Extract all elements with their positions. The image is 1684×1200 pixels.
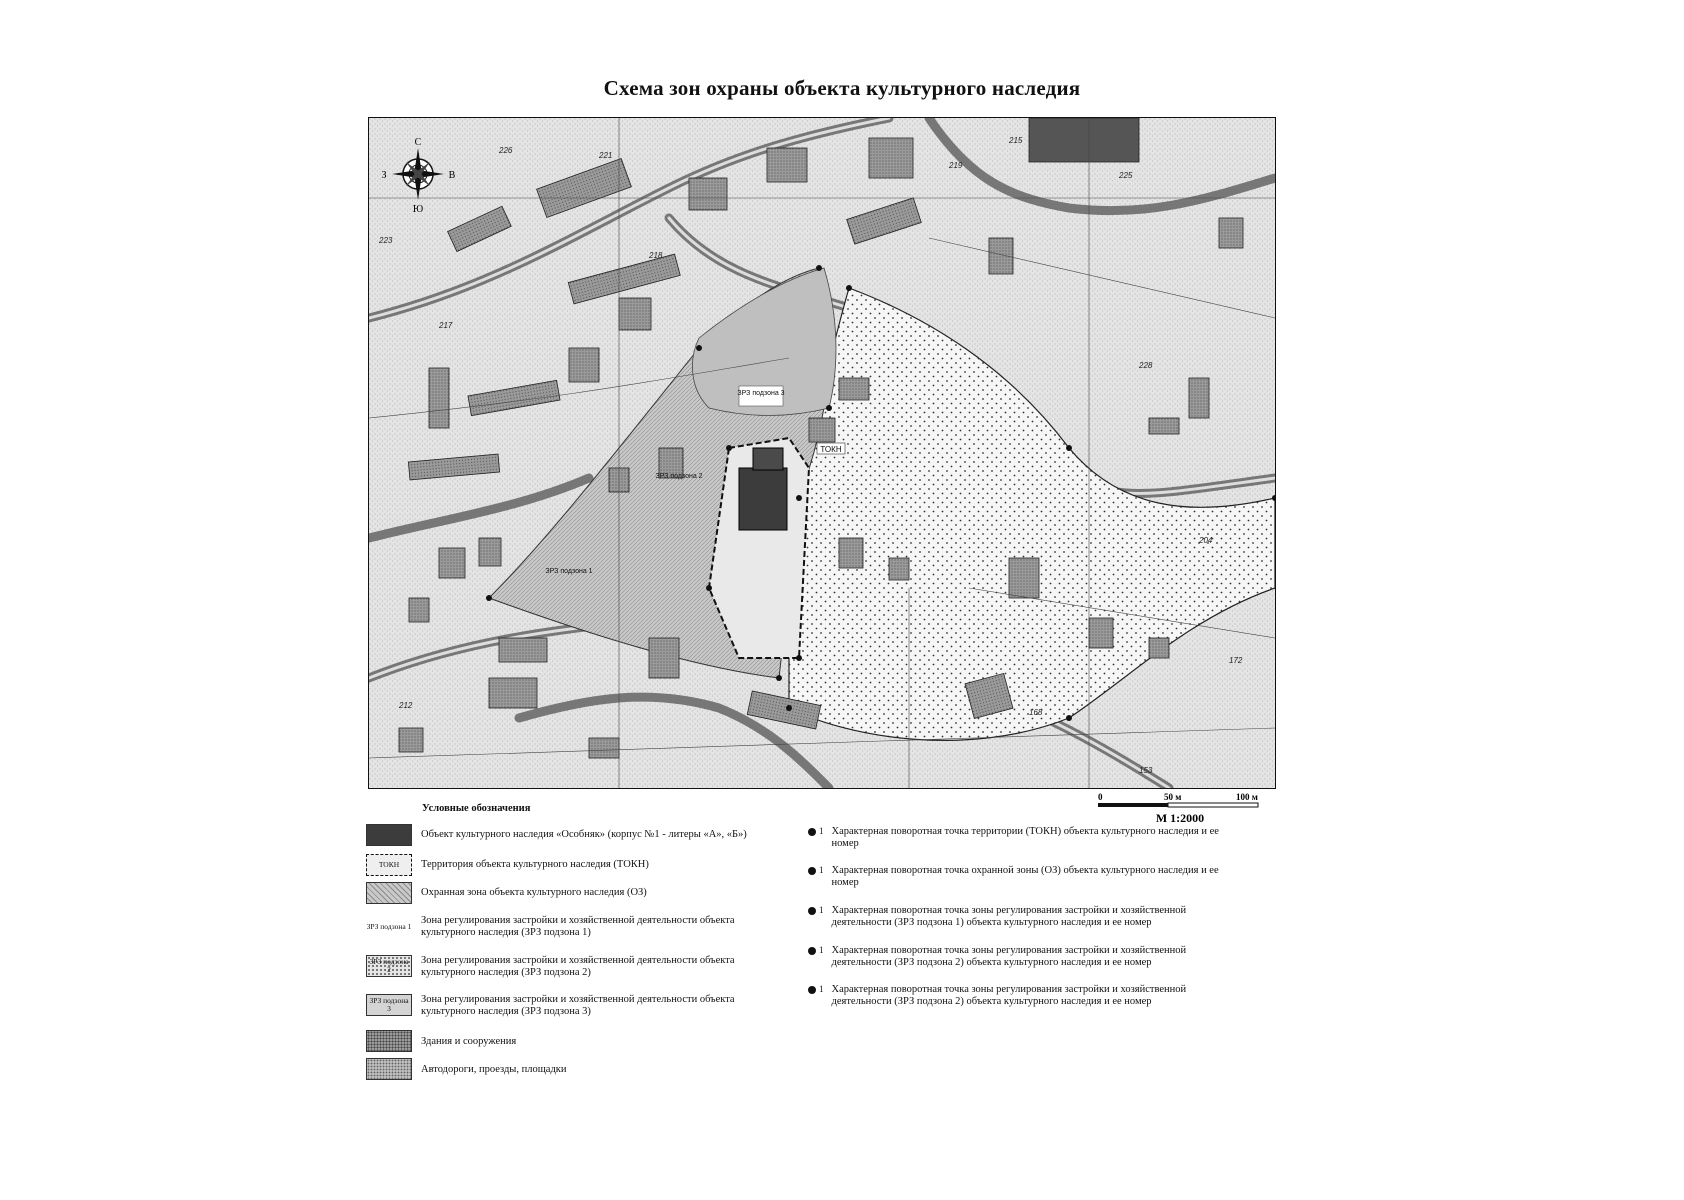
legend-point-zrz2: 1 Характерная поворотная точка зоны регулирования застройки и хозяйственной деятельности (ЗРЗ подзона 2) объекта культурного наследия и ее номер	[808, 945, 1242, 969]
lot-number: 218	[649, 251, 663, 260]
legend-point-zrz1: 1 Характерная поворотная точка зоны регулирования застройки и хозяйственной деятельности (ЗРЗ подзона 1) объекта культурного наследия и ее номер	[808, 905, 1242, 929]
lot-number: 228	[1139, 361, 1153, 370]
legend-text-roads: Автодороги, проезды, площадки	[421, 1064, 567, 1075]
lot-number: 212	[399, 701, 413, 710]
legend-text-zrz3: Зона регулирования застройки и хозяйственной деятельности объекта культурного наследия (ЗРЗ подзона 3)	[421, 994, 735, 1017]
legend-text-zrz1: Зона регулирования застройки и хозяйственной деятельности объекта культурного наследия (ЗРЗ подзона 1)	[421, 915, 735, 938]
label-zrz3: ЗРЗ подзона 3	[737, 390, 785, 397]
legend-text-buildings: Здания и сооружения	[421, 1036, 517, 1047]
point-marker-icon	[808, 867, 816, 875]
compass-s: Ю	[412, 204, 424, 214]
legend-swatch-buildings	[366, 1030, 412, 1052]
point-marker-icon	[808, 828, 816, 836]
legend-swatch-tokn: ТОКН	[366, 854, 412, 876]
lot-number: 172	[1229, 656, 1243, 665]
label-tokn: ТОКН	[820, 445, 842, 454]
lot-number: 217	[439, 321, 453, 330]
lot-number: 219	[949, 161, 963, 170]
lot-number: 168	[1029, 708, 1043, 717]
point-marker-icon	[808, 907, 816, 915]
lot-number: 153	[1139, 766, 1153, 775]
scale-ratio: М 1:2000	[1155, 811, 1205, 825]
heritage-building	[739, 468, 787, 530]
label-zrz1: ЗРЗ подзона 1	[545, 568, 593, 575]
lot-number: 221	[599, 151, 613, 160]
legend-text-tokn: Территория объекта культурного наследия (ТОКН)	[421, 859, 649, 870]
scale-tick-100: 100 м	[1236, 792, 1258, 802]
scale-bar	[1096, 792, 1264, 828]
lot-number: 215	[1009, 136, 1023, 145]
legend-swatch-oz	[366, 882, 412, 904]
label-zrz2: ЗРЗ подзона 2	[655, 473, 703, 480]
scale-tick-0: 0	[1098, 792, 1103, 802]
legend-swatch-zrz1: ЗРЗ подзона 1	[366, 916, 412, 938]
scale-tick-50: 50 м	[1164, 792, 1182, 802]
compass-e: В	[448, 170, 456, 181]
legend-swatch-zrz3: ЗРЗ подзона 3	[366, 994, 412, 1016]
legend-swatch-roads	[366, 1058, 412, 1080]
lot-number: 226	[499, 146, 513, 155]
legend-title: Условные обозначения	[422, 803, 531, 814]
legend-point-oz: 1 Характерная поворотная точка охранной зоны (ОЗ) объекта культурного наследия и ее номер	[808, 865, 1242, 889]
legend-swatch-heritage	[366, 824, 412, 846]
legend-point-zrz2-alt: 1 Характерная поворотная точка зоны регулирования застройки и хозяйственной деятельности (ЗРЗ подзона 2) объекта культурного наследия и ее номер	[808, 984, 1242, 1008]
legend-text-heritage: Объект культурного наследия «Особняк» (корпус №1 - литеры «А», «Б»)	[421, 829, 747, 840]
lot-number: 225	[1119, 171, 1133, 180]
lot-number: 204	[1199, 536, 1213, 545]
map-canvas[interactable]	[368, 117, 1276, 789]
legend-text-zrz2: Зона регулирования застройки и хозяйственной деятельности объекта культурного наследия (ЗРЗ подзона 2)	[421, 955, 735, 978]
compass-w: З	[381, 170, 387, 181]
point-marker-icon	[808, 947, 816, 955]
legend-point-tokn: 1 Характерная поворотная точка территории (ТОКН) объекта культурного наследия и ее номер	[808, 826, 1242, 850]
lot-number: 223	[379, 236, 393, 245]
page-title: Схема зон охраны объекта культурного наследия	[603, 76, 1081, 100]
point-marker-icon	[808, 986, 816, 994]
legend-swatch-zrz2: ЗРЗ подзона 2	[366, 955, 412, 977]
legend-text-oz: Охранная зона объекта культурного наследия (ОЗ)	[421, 887, 647, 898]
compass-n: С	[414, 137, 422, 148]
compass-icon	[378, 134, 458, 214]
